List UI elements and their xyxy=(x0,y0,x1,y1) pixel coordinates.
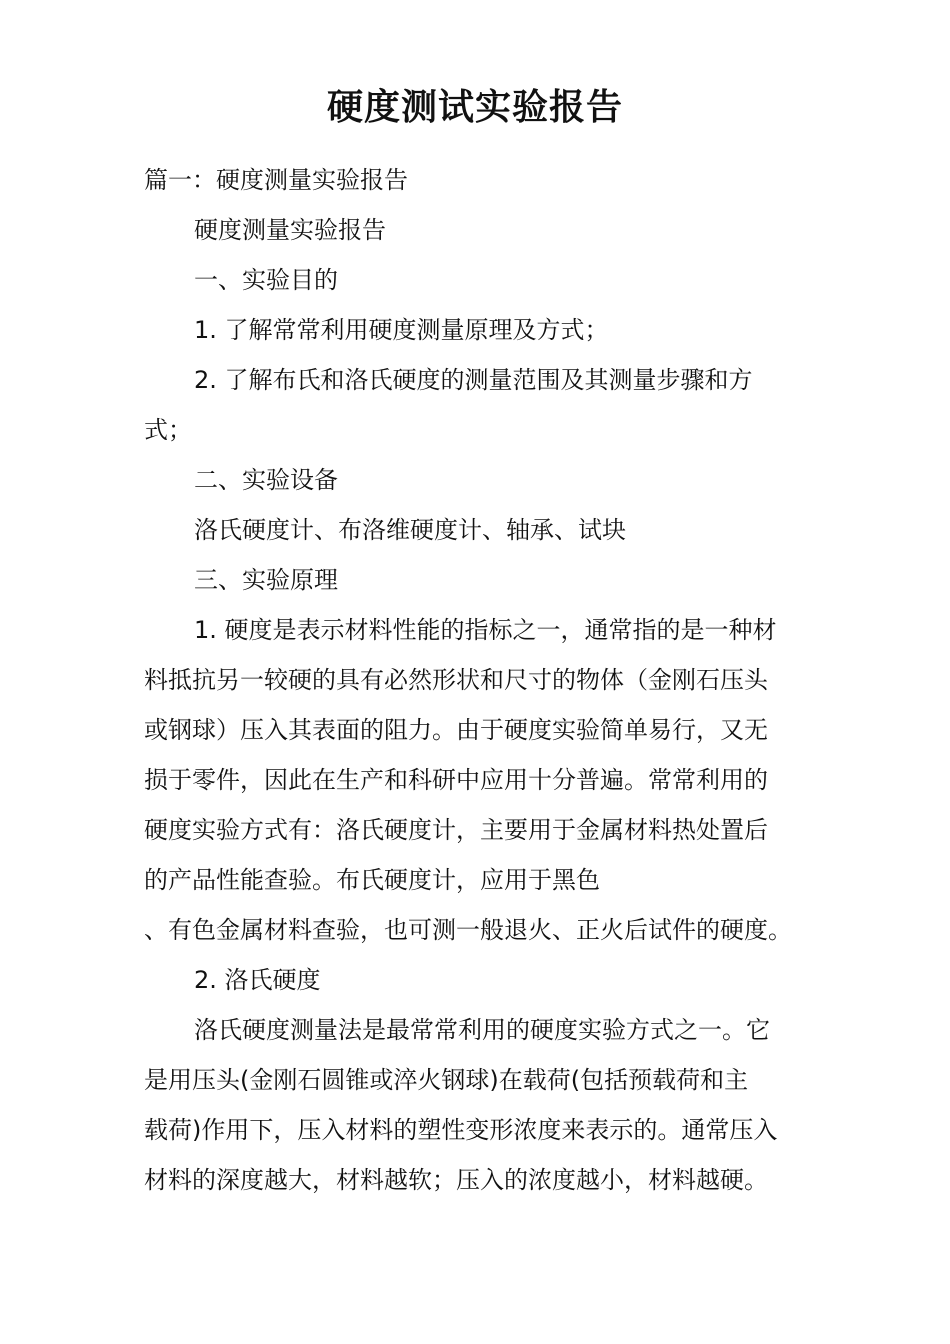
principle-paragraph-line: 1. 硬度是表示材料性能的指标之一，通常指的是一种材 xyxy=(194,616,777,644)
purpose-item-2: 2. 了解布氏和洛氏硬度的测量范围及其测量步骤和方 xyxy=(194,366,753,394)
rockwell-paragraph-line: 材料的深度越大，材料越软；压入的浓度越小，材料越硬。 xyxy=(144,1166,768,1194)
document-title: 硬度测试实验报告 xyxy=(326,86,623,128)
principle-paragraph-line: 、有色金属材料查验，也可测一般退火、正火后试件的硬度。 xyxy=(144,916,792,944)
section-heading: 篇一：硬度测量实验报告 xyxy=(144,166,408,194)
rockwell-paragraph-line: 载荷)作用下，压入材料的塑性变形浓度来表示的。通常压入 xyxy=(144,1116,778,1144)
principle-paragraph-line: 的产品性能查验。布氏硬度计，应用于黑色 xyxy=(144,866,600,894)
equipment-list: 洛氏硬度计、布洛维硬度计、轴承、试块 xyxy=(194,516,626,544)
principle-paragraph-line: 硬度实验方式有：洛氏硬度计，主要用于金属材料热处置后 xyxy=(144,816,768,844)
purpose-item-1: 1. 了解常常利用硬度测量原理及方式； xyxy=(194,316,609,344)
principle-paragraph-line: 料抵抗另一较硬的具有必然形状和尺寸的物体（金刚石压头 xyxy=(144,666,768,694)
subheading: 硬度测量实验报告 xyxy=(194,216,386,244)
principle-paragraph-line: 损于零件，因此在生产和科研中应用十分普遍。常常利用的 xyxy=(144,766,768,794)
purpose-item-2-cont: 式； xyxy=(144,416,192,444)
section-purpose-heading: 一、实验目的 xyxy=(194,266,338,294)
rockwell-heading: 2. 洛氏硬度 xyxy=(194,966,321,994)
document-body xyxy=(144,155,808,1205)
section-equipment-heading: 二、实验设备 xyxy=(194,466,338,494)
section-principle-heading: 三、实验原理 xyxy=(194,566,338,594)
rockwell-paragraph-line: 洛氏硬度测量法是最常常利用的硬度实验方式之一。它 xyxy=(194,1016,770,1044)
principle-paragraph-line: 或钢球）压入其表面的阻力。由于硬度实验简单易行，又无 xyxy=(144,716,768,744)
rockwell-paragraph-line: 是用压头(金刚石圆锥或淬火钢球)在载荷(包括预载荷和主 xyxy=(144,1066,749,1094)
